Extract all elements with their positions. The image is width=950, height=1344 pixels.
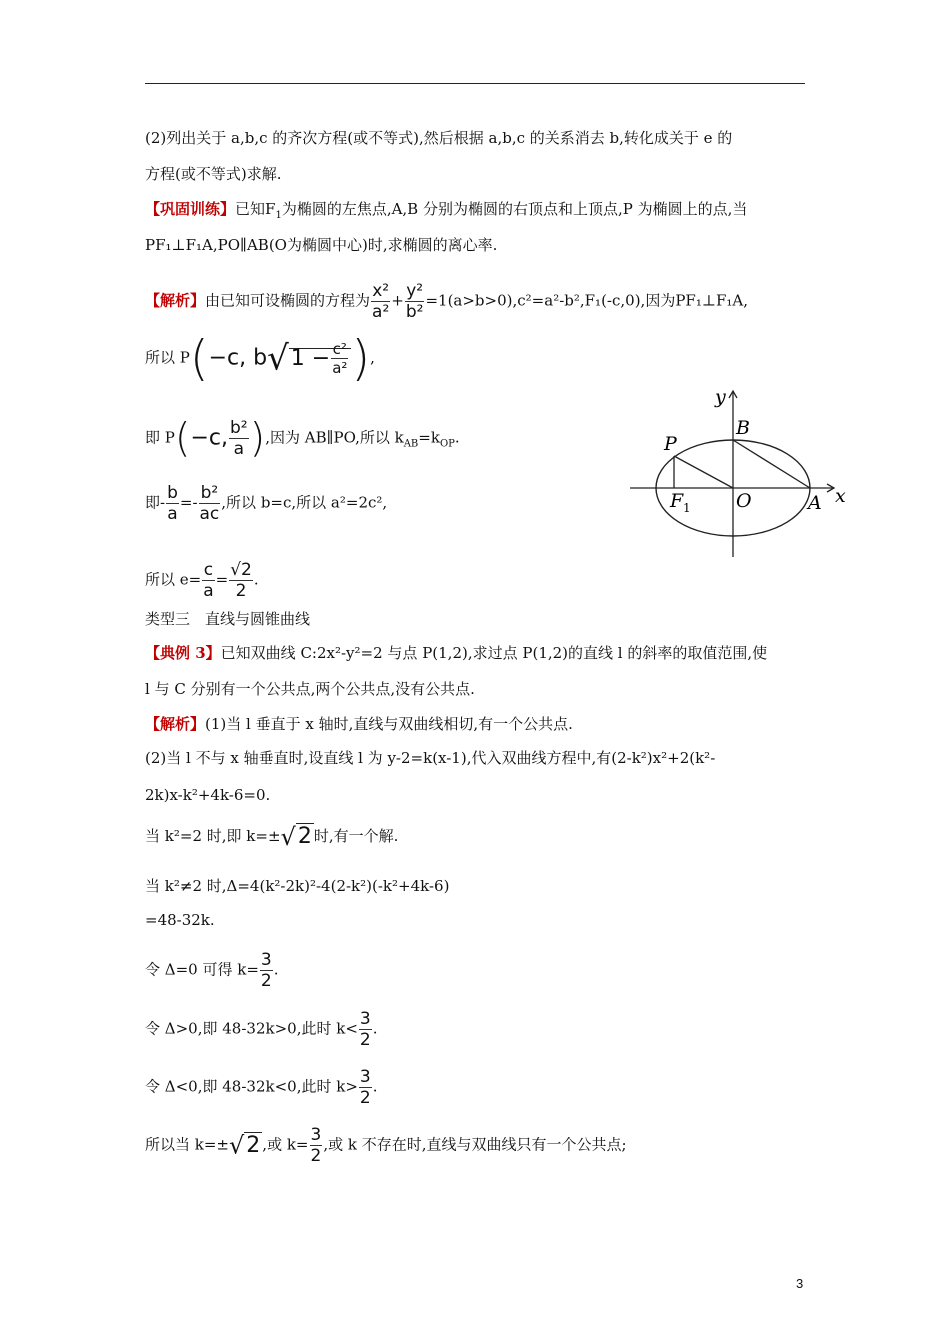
answer-part-1: 【解析】(1)当 l 垂直于 x 轴时,直线与双曲线相切,有一个公共点. — [145, 715, 573, 733]
answer-conclusion: 所以当 k=±√2 ,或 k= $\frac{3}{2}$ ,或 k 不存在时,直线与双曲线只有一个公共点; — [145, 1125, 627, 1166]
drill-problem: 【巩固训练】已知$F_1$为椭圆的左焦点,A,B 分别为椭圆的右顶点和上顶点,P 为椭圆上的点,当 — [145, 200, 748, 221]
solution-line-ji: 即 P(−c, $\frac{\text{b²}}{a}$ ),因为 AB∥PO,所以 $k_{AB}=k_{OP}$. — [145, 415, 460, 462]
segment-po — [674, 456, 733, 488]
label-f1: F — [670, 490, 684, 512]
section-title-type3: 类型三 直线与圆锥曲线 — [145, 610, 311, 628]
example-tag: 【典例 3】 — [145, 644, 221, 662]
sqrt-expression: 1 − $\frac{\text{c²}}{\text{a²}}$ — [289, 348, 352, 367]
answer-k-sqrt2: 当 k²=2 时,即 k=±√2 时,有一个解. — [145, 823, 399, 851]
page-number: 3 — [796, 1276, 804, 1291]
fraction-y2-b2: $\frac{\text{y²}}{\text{b²}}$ — [405, 281, 424, 322]
answer-tag: 【解析】 — [145, 715, 206, 733]
answer-delta-positive: 令 Δ>0,即 48-32k>0,此时 k< $\frac{3}{2}$ . — [145, 1009, 378, 1050]
answer-delta: 当 k²≠2 时,Δ=4(k²-2k)²-4(2-k²)(-k²+4k-6) — [145, 877, 450, 895]
answer-delta-result: =48-32k. — [145, 911, 215, 929]
paragraph-method-2-cont: 方程(或不等式)求解. — [145, 165, 282, 183]
label-b: B — [736, 417, 750, 439]
label-f1-subscript: 1 — [683, 501, 691, 515]
label-x: x — [835, 485, 846, 507]
answer-part-2-cont: 2k)x-k²+4k-6=0. — [145, 786, 271, 804]
header-rule — [145, 83, 805, 84]
paragraph-method-2: (2)列出关于 a,b,c 的齐次方程(或不等式),然后根据 a,b,c 的关系消去 b,转化成关于 e 的 — [145, 129, 733, 147]
segment-ab — [733, 440, 810, 488]
solution-line-b-eq-c: 即- $\frac{b}{a}$ =- $\frac{\text{b²}}{ac}$ ,所以 b=c,所以 a²=2c², — [145, 483, 388, 524]
drill-problem-cont: PF₁⊥F₁A,PO∥AB(O为椭圆中心)时,求椭圆的离心率. — [145, 236, 498, 254]
solution-eccentricity: 所以 e= $\frac{c}{a}$ = $\frac{√2}{2}$ . — [145, 560, 259, 601]
answer-delta-zero: 令 Δ=0 可得 k= $\frac{3}{2}$ . — [145, 950, 279, 991]
solution-point-p: 所以 P(−c, b√1 − $\frac{\text{c²}}{\text{a²}}$ ), — [145, 330, 375, 387]
label-y: y — [715, 386, 726, 408]
label-o: O — [736, 490, 752, 512]
solution-line-1: 【解析】由已知可设椭圆的方程为 $\frac{\text{x²}}{\text{a²}}$ + $\frac{\text{y²}}{\text{b²}}$ =1(a>b>0),c²=a²-b²,F₁(-c,0),因为PF₁⊥F₁A, — [145, 281, 748, 322]
ellipse-diagram — [628, 385, 853, 560]
answer-delta-negative: 令 Δ<0,即 48-32k<0,此时 k> $\frac{3}{2}$ . — [145, 1067, 378, 1108]
fraction-x2-a2: $\frac{\text{x²}}{\text{a²}}$ — [372, 281, 390, 322]
answer-part-2: (2)当 l 不与 x 轴垂直时,设直线 l 为 y-2=k(x-1),代入双曲线方程中,有(2-k²)x²+2(k²- — [145, 749, 716, 767]
example-3-cont: l 与 C 分别有一个公共点,两个公共点,没有公共点. — [145, 680, 475, 698]
label-p: P — [664, 433, 677, 455]
label-a: A — [808, 492, 822, 514]
example-3: 【典例 3】已知双曲线 C:2x²-y²=2 与点 P(1,2),求过点 P(1,2)的直线 l 的斜率的取值范围,使 — [145, 644, 768, 662]
solution-tag: 【解析】 — [145, 291, 206, 310]
drill-tag: 【巩固训练】 — [145, 200, 236, 218]
